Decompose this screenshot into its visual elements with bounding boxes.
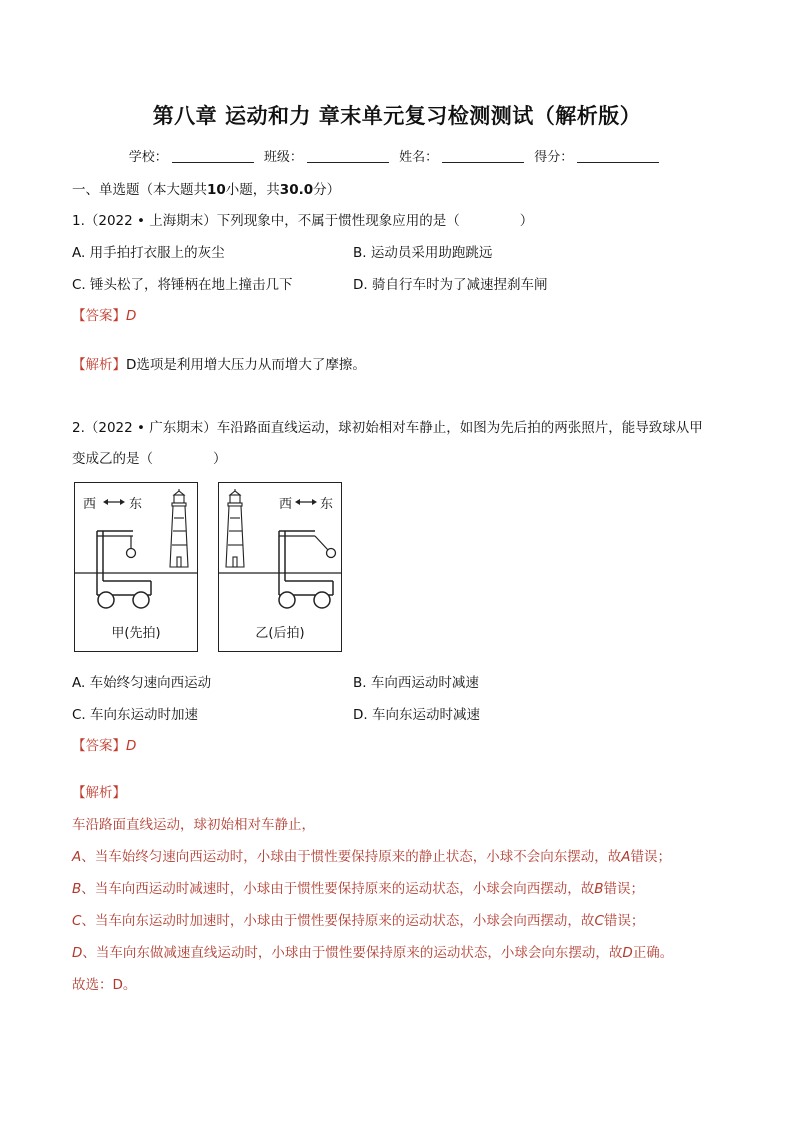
q2-analysis-c-text: 、当车向东运动时加速时，小球由于惯性要保持原来的运动状态，小球会向西摆动，故 <box>81 913 595 929</box>
q2-analysis-d-ref: D <box>622 945 633 961</box>
q1-analysis <box>72 353 366 373</box>
q1-analysis-label: 【解析】 <box>72 357 126 373</box>
class-label: 班级： <box>263 150 303 165</box>
q2-analysis-line-a <box>72 845 671 865</box>
section-header <box>72 178 340 198</box>
section-end: 分） <box>313 182 341 198</box>
q2-analysis-d-letter: D <box>72 945 83 961</box>
q2-conclusion: 故选：D。 <box>72 977 137 993</box>
q2-analysis-a-letter: A <box>72 849 82 865</box>
figure-yi <box>218 482 342 652</box>
q2-answer-label: 【答案】 <box>72 738 126 754</box>
q2-option-a: A. 车始终匀速向西运动 <box>72 675 212 691</box>
q2-analysis-a-end: 错误； <box>630 849 671 865</box>
q2-analysis-d-text: 、当车向东做减速直线运动时，小球由于惯性要保持原来的运动状态，小球会向东摆动，故 <box>82 945 623 961</box>
q2-option-b: B. 车向西运动时减速 <box>353 675 479 691</box>
figure-jia <box>74 482 198 652</box>
score-blank <box>577 150 659 163</box>
q2-stem-line2-text: 变成乙的是（ <box>72 451 153 467</box>
school-blank <box>172 150 254 163</box>
figure-jia-west: 西 <box>83 497 97 512</box>
q2-stem-end: ） <box>213 451 227 467</box>
q2-analysis-c-letter: C <box>72 913 82 929</box>
figure-jia-caption: 甲(先拍) <box>111 626 161 641</box>
q1-analysis-text: D选项是利用增大压力从而增大了摩擦。 <box>126 357 366 373</box>
q1-answer-value: D <box>126 308 137 324</box>
q1-answer <box>72 304 136 324</box>
q2-analysis-line-c <box>72 909 644 929</box>
q2-answer-value: D <box>126 738 137 754</box>
q2-analysis-b-end: 错误； <box>603 881 645 897</box>
q2-analysis-line-d <box>72 941 673 961</box>
q2-option-d: D. 车向东运动时减速 <box>353 707 480 723</box>
q1-stem <box>72 209 533 229</box>
q2-analysis-b-text: 、当车向西运动时减速时，小球由于惯性要保持原来的运动状态，小球会向西摆动，故 <box>81 881 595 897</box>
q2-option-c: C. 车向东运动时加速 <box>72 707 199 723</box>
student-info-line <box>0 146 794 165</box>
q1-option-d: D. 骑自行车时为了减速捏刹车闸 <box>353 277 548 293</box>
q2-analysis-a-text: 、当车始终匀速向西运动时，小球由于惯性要保持原来的静止状态，小球不会向东摆动，故 <box>81 849 622 865</box>
section-text: 一、单选题（本大题共 <box>72 182 207 198</box>
q2-analysis-b-ref: B <box>594 881 604 897</box>
figure-yi-west: 西 <box>279 497 293 512</box>
q2-analysis-c-ref: C <box>594 913 604 929</box>
q1-answer-label: 【答案】 <box>72 308 126 324</box>
q2-analysis-line-b <box>72 877 644 897</box>
q1-option-c: C. 锤头松了，将锤柄在地上撞击几下 <box>72 277 293 293</box>
q2-analysis-c-end: 错误； <box>603 913 645 929</box>
class-blank <box>307 150 389 163</box>
name-blank <box>442 150 524 163</box>
q2-analysis-label-text: 【解析】 <box>72 785 126 801</box>
school-label: 学校： <box>128 150 168 165</box>
section-mid: 小题，共 <box>225 182 280 198</box>
q2-analysis-b-letter: B <box>72 881 82 897</box>
q1-stem-end: ） <box>519 213 534 229</box>
q2-stem-line2 <box>72 447 227 467</box>
name-label: 姓名： <box>399 150 439 165</box>
q1-option-b: B. 运动员采用助跑跳远 <box>353 245 493 261</box>
figure-yi-caption: 乙(后拍) <box>255 626 305 641</box>
figure-jia-east: 东 <box>129 497 143 512</box>
score-label: 得分： <box>534 150 574 165</box>
section-points: 30.0 <box>279 182 314 198</box>
q1-stem-text: 1.（2022 • 上海期末）下列现象中，不属于惯性现象应用的是（ <box>72 213 460 229</box>
figure-yi-east: 东 <box>320 497 334 512</box>
page-title: 第八章 运动和力 章末单元复习检测测试（解析版） <box>152 104 642 128</box>
q2-analysis-d-end: 正确。 <box>632 945 674 961</box>
q2-analysis-label <box>72 781 126 801</box>
q2-answer <box>72 734 136 754</box>
q1-option-a: A. 用手拍打衣服上的灰尘 <box>72 245 225 261</box>
q2-analysis-intro: 车沿路面直线运动，球初始相对车静止， <box>72 817 315 833</box>
section-count: 10 <box>207 182 226 198</box>
q2-stem-line1: 2.（2022 • 广东期末）车沿路面直线运动，球初始相对车静止，如图为先后拍的两张照片，能导致球从甲 <box>72 420 703 436</box>
q2-analysis-a-ref: A <box>621 849 631 865</box>
